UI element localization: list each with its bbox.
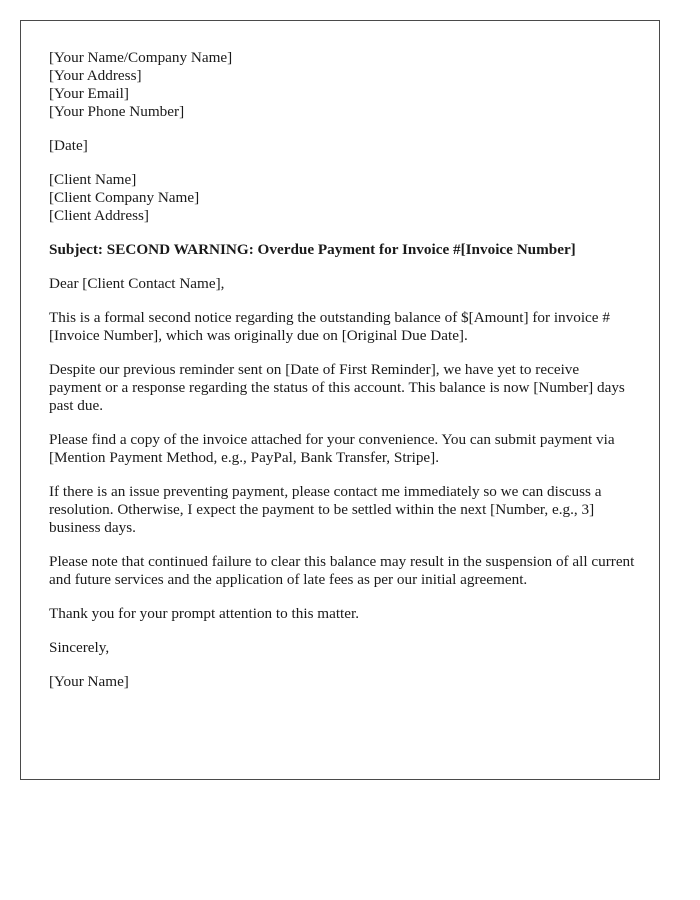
recipient-address: [Client Address] <box>49 207 149 224</box>
body-paragraph-5: Please note that continued failure to clear this balance may result in the suspension of all current and future services and the application of late fees as per our initial agreement. <box>49 553 635 588</box>
sender-block <box>49 49 635 121</box>
recipient-block <box>49 171 635 225</box>
date-block <box>49 137 635 155</box>
body-paragraph-6: Thank you for your prompt attention to this matter. <box>49 605 360 622</box>
salutation: Dear [Client Contact Name], <box>49 275 225 292</box>
recipient-name: [Client Name] <box>49 171 137 188</box>
body-paragraph-3: Please find a copy of the invoice attached for your convenience. You can submit payment via [Mention Payment Method, e.g., PayPal, Bank Transfer, Stripe]. <box>49 431 615 466</box>
sender-name: [Your Name/Company Name] <box>49 49 233 66</box>
sender-phone: [Your Phone Number] <box>49 103 185 120</box>
subject-line: Subject: SECOND WARNING: Overdue Payment for Invoice #[Invoice Number] <box>49 241 576 258</box>
body-paragraph-1: This is a formal second notice regarding the outstanding balance of $[Amount] for invoice #[Invoice Number], which was originally due on [Original Due Date]. <box>49 309 610 344</box>
closing: Sincerely, <box>49 639 110 656</box>
sender-email: [Your Email] <box>49 85 129 102</box>
body-paragraph-4: If there is an issue preventing payment, please contact me immediately so we can discuss a resolution. Otherwise, I expect the payment to be settled within the next [Number, e.g., 3] business days. <box>49 483 602 536</box>
letter-date: [Date] <box>49 137 88 154</box>
letter-page <box>20 20 660 780</box>
signature: [Your Name] <box>49 673 129 690</box>
recipient-company: [Client Company Name] <box>49 189 200 206</box>
sender-address: [Your Address] <box>49 67 142 84</box>
body-paragraph-2: Despite our previous reminder sent on [Date of First Reminder], we have yet to receive payment or a response regarding the status of this account. This balance is now [Number] days past due. <box>49 361 625 414</box>
